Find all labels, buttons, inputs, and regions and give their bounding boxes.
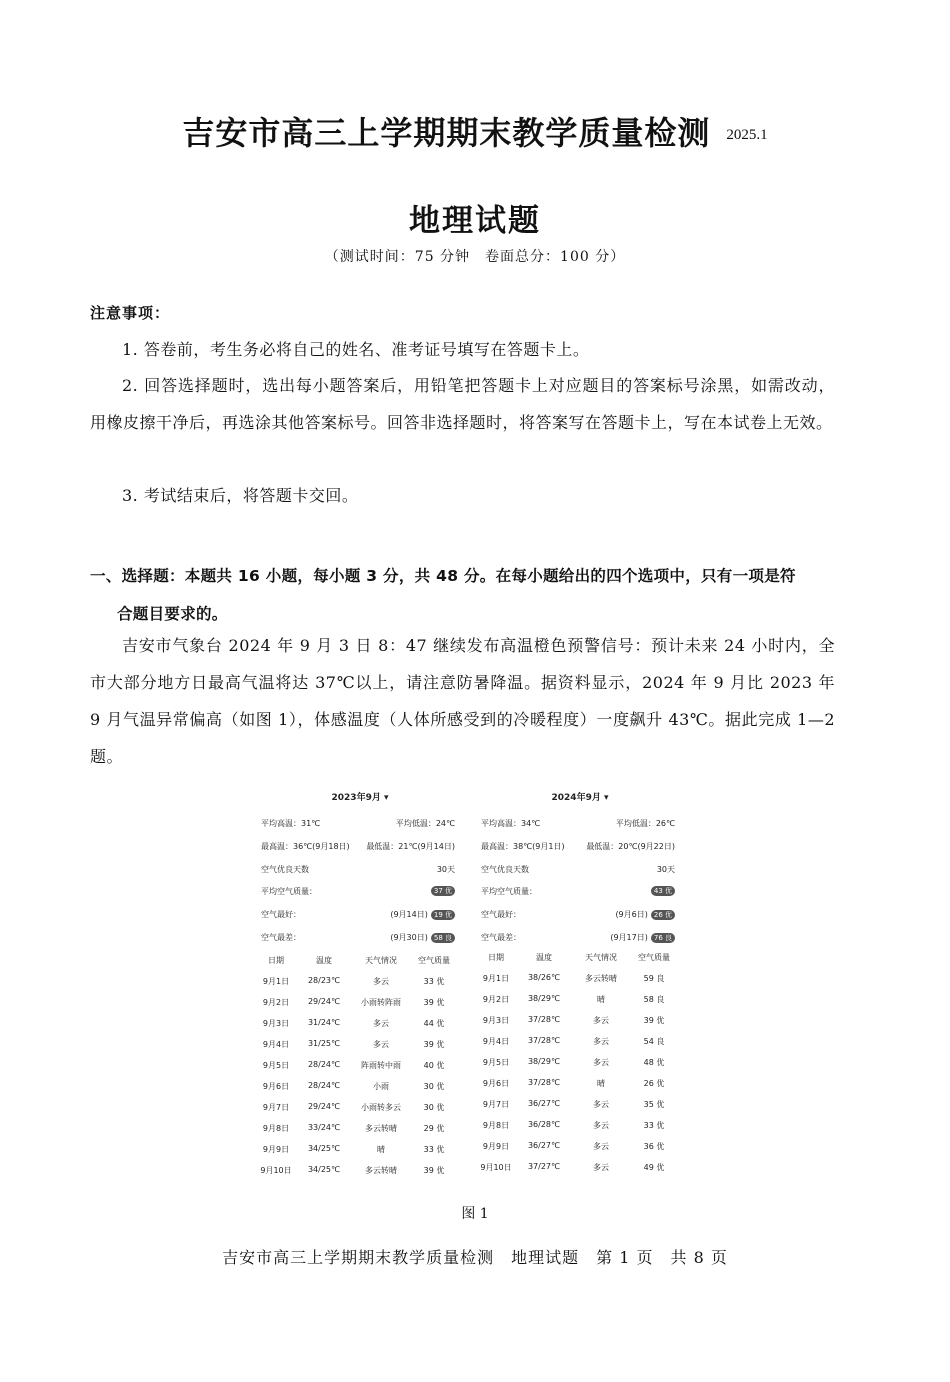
table-row: [479, 994, 679, 1008]
aqi-cell: 54 良: [643, 1037, 665, 1046]
aqi-cell: 39 优: [643, 1016, 665, 1025]
weather-cell: 多云转晴: [585, 974, 617, 983]
date-cell: 9月3日: [262, 1019, 290, 1028]
aqi-cell: 39 优: [423, 1040, 445, 1049]
table-row: [259, 976, 459, 990]
avg-low: 平均低温：24℃: [395, 819, 455, 828]
month-selector: 2023年9月 ▾: [331, 793, 389, 803]
temp-cell: 31/25℃: [307, 1039, 341, 1048]
date-cell: 9月4日: [262, 1040, 290, 1049]
avg-aqi-label: 平均空气质量：: [481, 887, 537, 896]
exam-meta: （测试时间：75 分钟 卷面总分：100 分）: [324, 249, 626, 265]
weather-cell: 小雨转多云: [361, 1103, 401, 1112]
temp-cell: 37/28℃: [527, 1015, 561, 1024]
temp-cell: 36/27℃: [527, 1099, 561, 1108]
weather-cell: 晴: [597, 1079, 605, 1088]
month-selector: 2024年9月 ▾: [551, 793, 609, 803]
worst-aqi-badge: 76 良: [651, 933, 675, 943]
weather-cell: 小雨转阵雨: [361, 998, 401, 1007]
temp-cell: 33/24℃: [307, 1123, 341, 1132]
worst-aqi-date: (9月30日): [390, 933, 428, 942]
worst-aqi-date: (9月17日): [610, 933, 648, 942]
section-heading-line1: 一、选择题：本题共 16 小题，每小题 3 分，共 48 分。在每小题给出的四个选项中，只有一项是符: [90, 567, 796, 585]
avg-aqi-badge: 37 优: [431, 886, 455, 896]
table-header: 日期 温度 天气情况 空气质量: [488, 953, 670, 962]
temp-cell: 38/29℃: [527, 994, 561, 1003]
temp-cell: 38/26℃: [527, 973, 561, 982]
temp-cell: 28/24℃: [307, 1081, 341, 1090]
aqi-cell: 58 良: [643, 995, 665, 1004]
table-header: 日期 温度 天气情况 空气质量: [268, 956, 450, 965]
max-high: 最高温：38℃(9月1日): [481, 842, 565, 851]
max-high: 最高温：36℃(9月18日): [261, 842, 350, 851]
weather-cell: 小雨: [373, 1082, 389, 1091]
temp-cell: 34/25℃: [307, 1165, 341, 1174]
weather-cell: 多云: [593, 1142, 609, 1151]
date-cell: 9月1日: [262, 977, 290, 986]
temp-cell: 28/23℃: [307, 976, 341, 985]
notice-item-1: 1. 答卷前，考生务必将自己的姓名、准考证号填写在答题卡上。: [122, 340, 590, 359]
table-row: [479, 1036, 679, 1050]
table-row: [479, 1099, 679, 1113]
temp-cell: 29/24℃: [307, 1102, 341, 1111]
section-heading-line2: 合题目要求的。: [117, 605, 228, 623]
date-cell: 9月7日: [262, 1103, 290, 1112]
weather-figure: [255, 786, 675, 1186]
aqi-cell: 36 优: [643, 1142, 665, 1151]
avg-aqi-badge: 43 优: [651, 886, 675, 896]
aqi-cell: 40 优: [423, 1061, 445, 1070]
temp-cell: 36/27℃: [527, 1141, 561, 1150]
date-cell: 9月3日: [482, 1016, 510, 1025]
notice-title: 注意事项：: [90, 304, 171, 322]
temp-cell: 37/28℃: [527, 1036, 561, 1045]
weather-panel-2023: [255, 786, 465, 1186]
best-aqi-date: (9月14日): [390, 910, 428, 919]
good-days-label: 空气优良天数: [261, 865, 309, 874]
weather-cell: 多云: [593, 1163, 609, 1172]
table-row: [259, 1081, 459, 1095]
worst-aqi-badge: 58 良: [431, 933, 455, 943]
weather-cell: 多云: [373, 1040, 389, 1049]
temp-cell: 34/25℃: [307, 1144, 341, 1153]
section-heading: [90, 557, 835, 633]
temp-cell: 29/24℃: [307, 997, 341, 1006]
table-row: [259, 1144, 459, 1158]
best-aqi-label: 空气最好：: [261, 910, 301, 919]
weather-cell: 晴: [377, 1145, 385, 1154]
weather-cell: 多云: [373, 1019, 389, 1028]
temp-cell: 31/24℃: [307, 1018, 341, 1027]
best-aqi-badge: 26 优: [651, 910, 675, 920]
notice-item-3: 3. 考试结束后，将答题卡交回。: [122, 486, 359, 505]
table-row: [259, 1123, 459, 1137]
weather-cell: 阵雨转中雨: [361, 1061, 401, 1070]
weather-cell: 多云: [373, 977, 389, 986]
aqi-cell: 49 优: [643, 1163, 665, 1172]
date-cell: 9月7日: [482, 1100, 510, 1109]
weather-cell: 多云: [593, 1037, 609, 1046]
subject-title: 地理试题: [409, 203, 541, 239]
temp-cell: 37/28℃: [527, 1078, 561, 1087]
avg-high: 平均高温：34℃: [481, 819, 541, 828]
aqi-cell: 30 优: [423, 1082, 445, 1091]
temp-cell: 37/27℃: [527, 1162, 561, 1171]
table-row: [479, 1015, 679, 1029]
table-row: [259, 1060, 459, 1074]
avg-high: 平均高温：31℃: [261, 819, 321, 828]
temp-cell: 38/29℃: [527, 1057, 561, 1066]
table-row: [479, 1141, 679, 1155]
aqi-cell: 39 优: [423, 998, 445, 1007]
temp-cell: 28/24℃: [307, 1060, 341, 1069]
weather-cell: 晴: [597, 995, 605, 1004]
question-intro: 吉安市气象台 2024 年 9 月 3 日 8：47 继续发布高温橙色预警信号：预计未来 24 小时内，全市大部分地方日最高气温将达 37℃以上，请注意防暑降温。据资料显示，2024 年 9 月比 2023 年 9 月气温异常偏高（如图 1），体感温度（人体所感受到的冷暖程度）一度飙升 43℃。据此完成 1—2 题。: [90, 636, 835, 766]
table-row: [479, 1057, 679, 1071]
good-days: 30天: [656, 865, 675, 874]
table-row: [259, 1102, 459, 1116]
weather-panel-2024: [475, 786, 685, 1186]
weather-cell: 多云: [593, 1016, 609, 1025]
aqi-cell: 33 优: [643, 1121, 665, 1130]
table-row: [259, 997, 459, 1011]
aqi-cell: 39 优: [423, 1166, 445, 1175]
aqi-cell: 33 优: [423, 977, 445, 986]
date-cell: 9月6日: [262, 1082, 290, 1091]
exam-date: 2025.1: [726, 126, 768, 143]
date-cell: 9月4日: [482, 1037, 510, 1046]
best-aqi-date: (9月6日): [615, 910, 648, 919]
date-cell: 9月5日: [262, 1061, 290, 1070]
date-cell: 9月9日: [482, 1142, 510, 1151]
best-aqi-label: 空气最好：: [481, 910, 521, 919]
avg-aqi-label: 平均空气质量：: [261, 887, 317, 896]
exam-title: 吉安市高三上学期期末教学质量检测 2025.1: [182, 114, 768, 152]
page-footer: 吉安市高三上学期期末教学质量检测 地理试题 第 1 页 共 8 页: [222, 1248, 728, 1267]
weather-cell: 多云转晴: [365, 1124, 397, 1133]
aqi-cell: 48 优: [643, 1058, 665, 1067]
notice-item-2: 2. 回答选择题时，选出每小题答案后，用铅笔把答题卡上对应题目的答案标号涂黑，如需改动，用橡皮擦干净后，再选涂其他答案标号。回答非选择题时，将答案写在答题卡上，写在本试卷上无效。: [90, 376, 835, 432]
date-cell: 9月10日: [480, 1163, 512, 1172]
date-cell: 9月10日: [260, 1166, 292, 1175]
aqi-cell: 33 优: [423, 1145, 445, 1154]
aqi-cell: 59 良: [643, 974, 665, 983]
aqi-cell: 29 优: [423, 1124, 445, 1133]
aqi-cell: 44 优: [423, 1019, 445, 1028]
aqi-cell: 35 优: [643, 1100, 665, 1109]
weather-cell: 多云: [593, 1100, 609, 1109]
table-row: [479, 1120, 679, 1134]
min-low: 最低温：20℃(9月22日): [586, 842, 675, 851]
aqi-cell: 26 优: [643, 1079, 665, 1088]
table-row: [259, 1018, 459, 1032]
min-low: 最低温：21℃(9月14日): [366, 842, 455, 851]
date-cell: 9月8日: [262, 1124, 290, 1133]
weather-cell: 多云转晴: [365, 1166, 397, 1175]
date-cell: 9月2日: [262, 998, 290, 1007]
weather-cell: 多云: [593, 1058, 609, 1067]
worst-aqi-label: 空气最差：: [481, 933, 521, 942]
weather-cell: 多云: [593, 1121, 609, 1130]
figure-caption: 图 1: [461, 1206, 489, 1222]
table-row: [259, 1039, 459, 1053]
avg-low: 平均低温：26℃: [615, 819, 675, 828]
aqi-cell: 30 优: [423, 1103, 445, 1112]
worst-aqi-label: 空气最差：: [261, 933, 301, 942]
date-cell: 9月9日: [262, 1145, 290, 1154]
date-cell: 9月5日: [482, 1058, 510, 1067]
date-cell: 9月8日: [482, 1121, 510, 1130]
temp-cell: 36/28℃: [527, 1120, 561, 1129]
table-row: [479, 973, 679, 987]
good-days: 30天: [436, 865, 455, 874]
date-cell: 9月2日: [482, 995, 510, 1004]
date-cell: 9月1日: [482, 974, 510, 983]
best-aqi-badge: 19 优: [431, 910, 455, 920]
date-cell: 9月6日: [482, 1079, 510, 1088]
table-row: [479, 1078, 679, 1092]
table-row: [479, 1162, 679, 1176]
good-days-label: 空气优良天数: [481, 865, 529, 874]
table-row: [259, 1165, 459, 1179]
